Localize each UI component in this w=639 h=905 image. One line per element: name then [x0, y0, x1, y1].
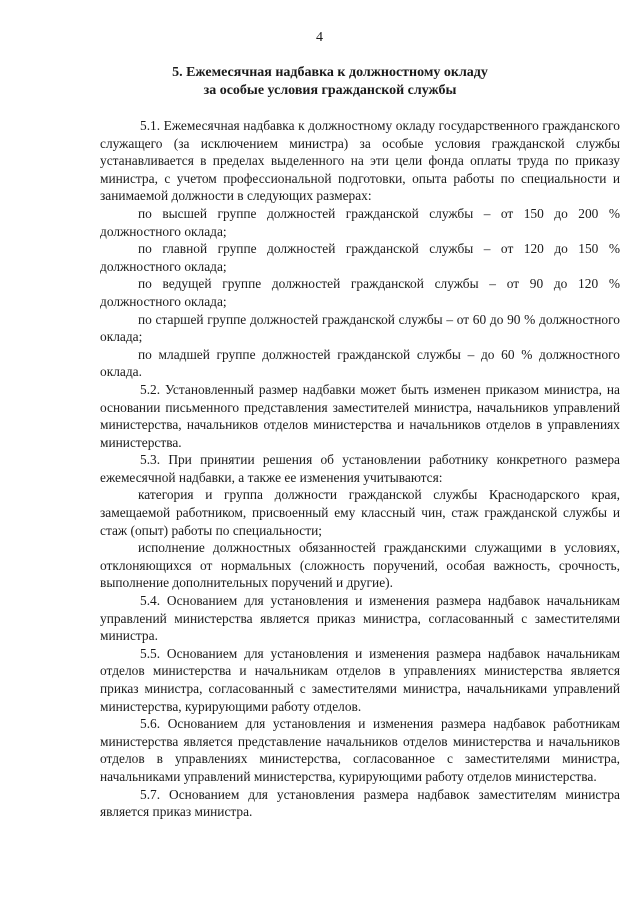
list-item-main-group: по главной группе должностей гражданской службы – от 120 до 150 % должностного оклада; [100, 241, 620, 274]
section-heading [90, 64, 570, 100]
list-item-duties: исполнение должностных обязанностей гражданскими служащими в условиях, отклоняющихся от нормальных (сложность поручений, особая важность, срочность, выполнение дополнительных поручений и другие). [100, 540, 620, 591]
paragraph-5-2: 5.2. Установленный размер надбавки может быть изменен приказом министра, на основании письменного представления заместителей министра, начальников управлений министерства, начальников отделов министерства и начальников отделов в управлениях министерства. [100, 381, 620, 450]
section-heading-line-1: 5. Ежемесячная надбавка к должностному окладу [172, 65, 488, 80]
list-item-category: категория и группа должности гражданской службы Краснодарского края, замещаемой работником, присвоенный ему классный чин, стаж гражданской службы и стаж (опыт) работы по специальности; [100, 487, 620, 538]
paragraph-5-7: 5.7. Основанием для установления размера надбавок заместителям министра является приказ министра. [100, 786, 620, 820]
paragraph-5-5: 5.5. Основанием для установления и изменения размера надбавок начальникам отделов министерства и начальникам отделов в управлениях министерства является приказ министра, согласованный с заместителями министра, начальниками управлений министерства, курирующими работу отделов. [100, 645, 620, 714]
paragraph-5-1: 5.1. Ежемесячная надбавка к должностному окладу государственного гражданского служащего (за исключением министра) за особые условия гражданской службы устанавливается в пределах выделенного на эти цели фонда оплаты труда по приказу министра, с учетом профессиональной подготовки, опыта работы по специальности и занимаемой должности в следующих размерах: [100, 118, 620, 204]
list-item-leading-group: по ведущей группе должностей гражданской службы – от 90 до 120 % должностного оклада; [100, 276, 620, 309]
list-item-junior-group: по младшей группе должностей гражданской службы – до 60 % должностного оклада. [100, 346, 620, 380]
section-heading-line-2: за особые условия гражданской службы [203, 83, 457, 98]
document-body [100, 117, 620, 821]
paragraph-5-3: 5.3. При принятии решения об установлении работнику конкретного размера ежемесячной надбавки, а также ее изменения учитываются: [100, 452, 620, 485]
list-item-highest-group: по высшей группе должностей гражданской службы – от 150 до 200 % должностного оклада; [100, 205, 620, 239]
list-item-senior-group: по старшей группе должностей гражданской службы – от 60 до 90 % должностного оклада; [100, 311, 620, 345]
page-number: 4 [316, 30, 323, 45]
paragraph-5-6: 5.6. Основанием для установления и изменения размера надбавок работникам министерства является представление начальников отделов министерства и начальников отделов в управлениях министерства, согласованное с заместителями министра, начальниками управлений министерства, курирующими работу отделов министерства. [100, 716, 620, 784]
paragraph-5-4: 5.4. Основанием для установления и изменения размера надбавок начальникам управлений министерства является приказ министра, согласованный с заместителями министра. [100, 593, 620, 644]
